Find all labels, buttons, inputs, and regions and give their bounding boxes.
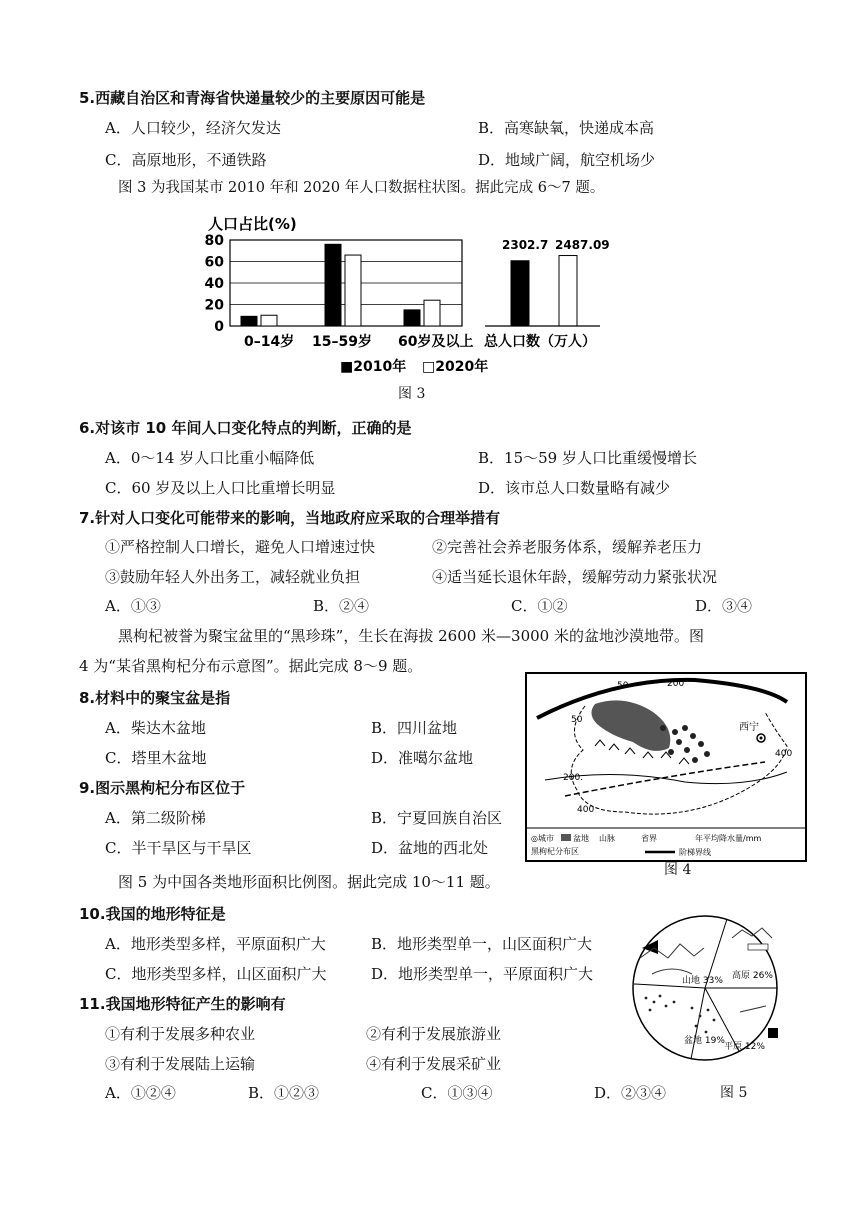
q8-option-a: A．柴达木盆地: [105, 719, 206, 737]
intro-figure4-line1: 黑枸杞被誉为聚宝盆里的“黑珍珠”，生长在海拔 2600 米—3000 米的盆地沙漠地带。图: [118, 627, 704, 645]
intro-figure3: 图 3 为我国某市 2010 年和 2020 年人口数据柱状图。据此完成 6～7 题。: [118, 180, 605, 196]
goji-distribution-map: [525, 672, 807, 862]
q7-statement-1: ①严格控制人口增长，避免人口增速过快: [105, 538, 376, 556]
q9-option-d: D．盆地的西北处: [371, 839, 489, 857]
svg-text:阶梯界线: 阶梯界线: [679, 848, 711, 857]
svg-text:◎城市: ◎城市: [531, 834, 554, 843]
q9-option-a: A．第二级阶梯: [105, 809, 206, 827]
q6-option-d: D．该市总人口数量略有减少: [478, 479, 671, 497]
q5-option-d: D．地域广阔，航空机场少: [478, 151, 656, 169]
svg-text:50: 50: [571, 715, 583, 725]
q11-statement-2: ②有利于发展旅游业: [366, 1025, 502, 1043]
city-label: 西宁: [739, 722, 759, 733]
q10-option-c: C．地形类型多样，山区面积广大: [105, 965, 327, 983]
svg-text:黑枸杞分布区: 黑枸杞分布区: [531, 847, 579, 856]
figure4-caption: 图 4: [664, 862, 692, 878]
q8-stem: 8.材料中的聚宝盆是指: [79, 689, 231, 707]
svg-text:200.: 200.: [563, 773, 584, 783]
population-chart: [190, 205, 640, 385]
q7-option-c: C．①②: [511, 597, 568, 615]
q11-option-d: D．②③④: [594, 1084, 667, 1102]
q10-option-a: A．地形类型多样，平原面积广大: [105, 935, 326, 953]
q6-stem: 6.对该市 10 年间人口变化特点的判断，正确的是: [79, 419, 412, 437]
figure3-caption: 图 3: [398, 386, 426, 402]
total-bar-2010年: [511, 261, 529, 326]
intro-figure4-line2: 4 为“某省黑枸杞分布示意图”。据此完成 8～9 题。: [79, 657, 423, 675]
q11-option-c: C．①③④: [421, 1084, 493, 1102]
total-value-2010: 2302.7: [502, 238, 549, 252]
q7-statement-2: ②完善社会养老服务体系，缓解养老压力: [432, 538, 703, 556]
bar-2010年: [325, 244, 341, 326]
bar-2020年: [261, 315, 277, 326]
y-tick-label: 20: [204, 297, 224, 314]
intro-figure5: 图 5 为中国各类地形面积比例图。据此完成 10～11 题。: [118, 873, 500, 891]
q5-option-c: C．高原地形，不通铁路: [105, 151, 267, 169]
q8-option-d: D．准噶尔盆地: [371, 749, 474, 767]
y-tick-label: 80: [204, 233, 224, 249]
q7-option-d: D．③④: [695, 597, 753, 615]
bar-2020年: [424, 300, 440, 326]
legend-2010: ■2010年: [340, 359, 407, 375]
q10-option-b: B．地形类型单一，山区面积广大: [371, 935, 593, 953]
bar-2010年: [404, 310, 420, 326]
total-value-2020: 2487.09: [555, 238, 610, 252]
chart-ylabel: 人口占比(%): [208, 215, 297, 233]
q9-option-b: B．宁夏回族自治区: [371, 809, 503, 827]
q5-option-a: A．人口较少，经济欠发达: [105, 119, 281, 137]
q5-option-b: B．高寒缺氧，快递成本高: [478, 119, 655, 137]
q6-option-a: A．0～14 岁人口比重小幅降低: [105, 449, 315, 467]
x-category-label: 60岁及以上: [398, 334, 474, 350]
y-tick-label: 40: [204, 276, 224, 292]
svg-text:山脉: 山脉: [599, 834, 615, 843]
total-label: 总人口数（万人）: [484, 334, 596, 350]
q6-option-c: C．60 岁及以上人口比重增长明显: [105, 479, 336, 497]
x-category-label: 15–59岁: [312, 334, 372, 350]
bar-2020年: [345, 255, 361, 326]
figure5-caption: 图 5: [720, 1085, 748, 1101]
q5-stem: 5.西藏自治区和青海省快递量较少的主要原因可能是: [79, 89, 426, 107]
q10-stem: 10.我国的地形特征是: [79, 905, 226, 923]
q10-option-d: D．地形类型单一，平原面积广大: [371, 965, 594, 983]
terrain-area-pie: [630, 898, 780, 1084]
svg-text:400: 400: [577, 805, 595, 815]
y-tick-label: 0: [214, 319, 224, 335]
svg-text:年平均降水量/mm: 年平均降水量/mm: [695, 834, 762, 843]
x-category-label: 0–14岁: [244, 334, 295, 350]
svg-text:省界: 省界: [641, 834, 657, 843]
q7-option-a: A．①③: [105, 597, 161, 615]
q8-option-b: B．四川盆地: [371, 719, 458, 737]
q7-option-b: B．②④: [313, 597, 370, 615]
pie-label-plateau: 高原 26%: [732, 971, 773, 981]
legend-2020: □2020年: [422, 359, 489, 375]
q11-statement-3: ③有利于发展陆上运输: [105, 1055, 256, 1073]
q11-option-b: B．①②③: [248, 1084, 320, 1102]
q7-stem: 7.针对人口变化可能带来的影响，当地政府应采取的合理举措有: [79, 509, 501, 527]
q11-option-a: A．①②④: [105, 1084, 176, 1102]
q11-statement-4: ④有利于发展采矿业: [366, 1055, 502, 1073]
bar-2010年: [241, 316, 257, 326]
svg-text:盆地: 盆地: [573, 834, 589, 843]
q9-stem: 9.图示黑枸杞分布区位于: [79, 779, 246, 797]
pie-label-basin: 盆地 19%: [684, 1036, 725, 1046]
pie-label-mountain: 山地 33%: [682, 976, 723, 986]
q11-stem: 11.我国地形特征产生的影响有: [79, 995, 286, 1013]
svg-text:200: 200: [667, 679, 685, 689]
q7-statement-3: ③鼓励年轻人外出务工，减轻就业负担: [105, 568, 361, 586]
y-tick-label: 60: [204, 254, 224, 271]
total-bar-2020年: [559, 256, 577, 326]
pie-label-plain: 平原 12%: [724, 1042, 765, 1052]
svg-text:400: 400: [775, 749, 793, 759]
q6-option-b: B．15～59 岁人口比重缓慢增长: [478, 449, 697, 467]
q11-statement-1: ①有利于发展多种农业: [105, 1025, 256, 1043]
q9-option-c: C．半干旱区与干旱区: [105, 839, 252, 857]
q7-statement-4: ④适当延长退休年龄，缓解劳动力紧张状况: [432, 568, 718, 586]
svg-text:50: 50: [617, 681, 629, 691]
q8-option-c: C．塔里木盆地: [105, 749, 207, 767]
